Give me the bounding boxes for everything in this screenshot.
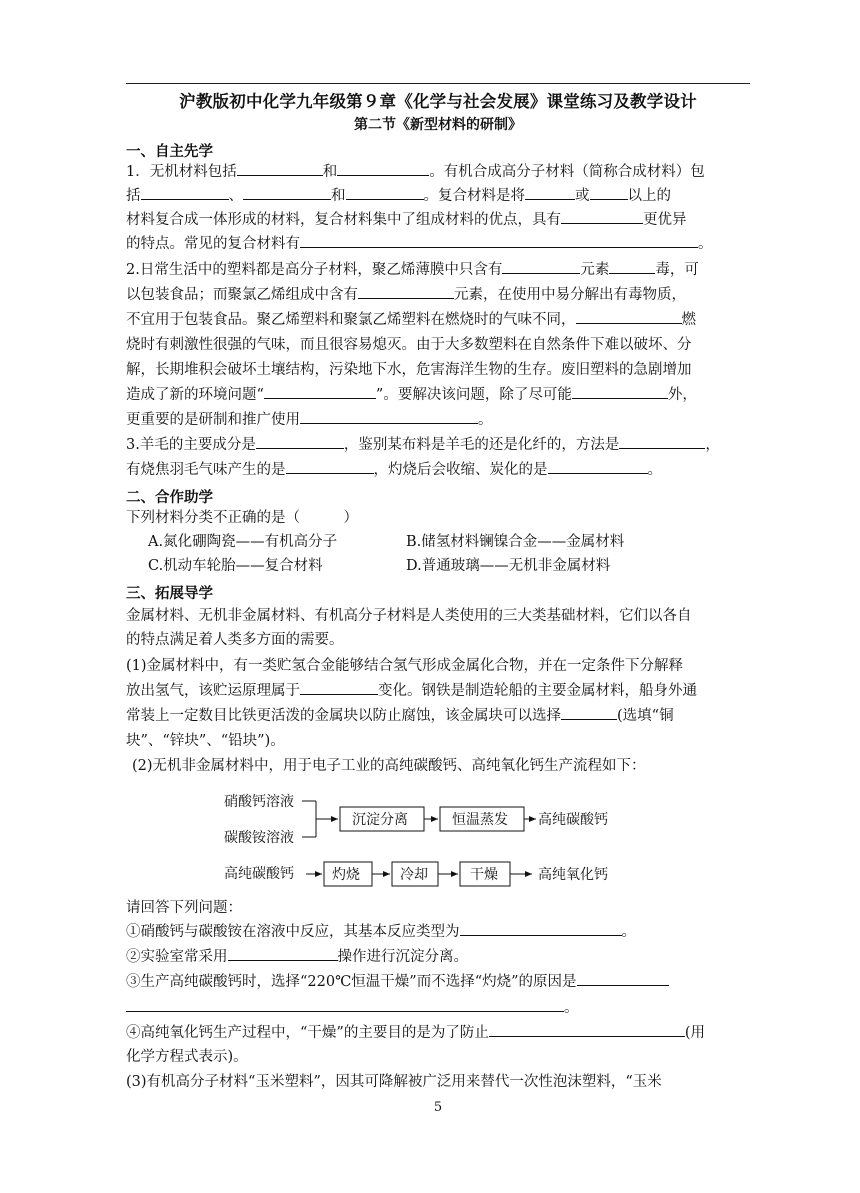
blank[interactable] bbox=[256, 433, 344, 449]
mc-stem: 下列材料分类不正确的是（ ） bbox=[126, 510, 358, 526]
q2-line-3: 不宜用于包装食品。聚乙烯塑料和聚氯乙烯塑料在燃烧时的气味不同， 燃 bbox=[126, 308, 696, 332]
page-title: 沪教版初中化学九年级第９章《化学与社会发展》课堂练习及教学设计 bbox=[179, 92, 697, 111]
q2-line-7: 更重要的是研制和推广使用 。 bbox=[126, 408, 493, 432]
q2-line-1: 2.日常生活中的塑料都是高分子材料，聚乙烯薄膜中只含有 元素 毒，可 bbox=[126, 258, 699, 282]
mc-option-c[interactable]: C.机动车轮胎——复合材料 bbox=[148, 558, 323, 574]
q3-line-1: 3.羊毛的主要成分是 ，鉴别某布料是羊毛的还是化纤的，方法是 ， bbox=[126, 433, 720, 457]
header-rule bbox=[126, 83, 750, 84]
process-flow-diagram bbox=[218, 786, 638, 896]
q2-line-2: 以包装食品；而聚氯乙烯组成中含有 元素，在使用中易分解出有毒物质， bbox=[126, 283, 686, 307]
section-heading-3: 三、拓展导学 bbox=[126, 586, 213, 602]
ext-answer-3: ③生产高纯碳酸钙时，选择“220℃恒温干燥”而不选择“灼烧”的原因是 bbox=[126, 970, 669, 994]
ext-intro-2: 的特点满足着人类多方面的需要。 bbox=[126, 632, 344, 648]
ext-p2-line: (2)无机非金属材料中，用于电子工业的高纯碳酸钙、高纯氧化钙生产流程如下： bbox=[132, 758, 646, 774]
section-heading-1: 一、自主先学 bbox=[126, 144, 213, 160]
ext-p1-line-1: (1)金属材料中，有一类贮氢合金能够结合氢气形成金属化合物，并在一定条件下分解释 bbox=[126, 658, 684, 674]
flow-box-calcination-label: 灼烧 bbox=[332, 867, 360, 883]
ext-p1-line-2: 放出氢气，该贮运原理属于 变化。钢铁是制造轮船的主要金属材料，船身外通 bbox=[126, 679, 697, 703]
blank[interactable] bbox=[346, 184, 424, 200]
blank[interactable] bbox=[141, 184, 229, 200]
blank[interactable] bbox=[286, 458, 374, 474]
blank[interactable] bbox=[358, 283, 454, 299]
q1-line-4: 的特点。常见的复合材料有 。 bbox=[126, 232, 713, 256]
blank[interactable] bbox=[300, 232, 698, 248]
ext-p1-line-3: 常装上一定数目比铁更活泼的金属块以防止腐蚀，该金属块可以选择 (选填“铜 bbox=[126, 704, 674, 728]
blank[interactable] bbox=[590, 184, 628, 200]
blank[interactable] bbox=[243, 184, 331, 200]
blank[interactable] bbox=[561, 704, 617, 720]
blank[interactable] bbox=[548, 458, 648, 474]
flow-input-1: 硝酸钙溶液 bbox=[224, 794, 294, 810]
blank[interactable] bbox=[460, 920, 622, 936]
q1-line-1: 1．无机材料包括 和 。有机合成高分子材料（简称合成材料）包 bbox=[126, 160, 705, 184]
blank[interactable] bbox=[525, 184, 575, 200]
flow-input-3: 高纯碳酸钙 bbox=[224, 866, 294, 882]
blank[interactable] bbox=[619, 433, 705, 449]
ext-answer-1: ①硝酸钙与碳酸铵在溶液中反应，其基本反应类型为 。 bbox=[126, 920, 636, 944]
q1-line-2: 括 、 和 。复合材料是将 或 以上的 bbox=[126, 184, 671, 208]
q2-line-6: 造成了新的环境问题“ ”。要解决该问题，除了尽可能 外， bbox=[126, 383, 697, 407]
blank[interactable] bbox=[300, 679, 378, 695]
ext-answer-2: ②实验室常采用 操作进行沉淀分离。 bbox=[126, 945, 468, 969]
ext-p1-line-4: 块”、“锌块”、“铅块”)。 bbox=[126, 733, 285, 749]
q1-line-3: 材料复合成一体形成的材料，复合材料集中了组成材料的优点，具有 更优异 bbox=[126, 208, 687, 232]
ext-intro-1: 金属材料、无机非金属材料、有机高分子材料是人类使用的三大类基础材料，它们以各自 bbox=[126, 608, 692, 624]
ext-answer-3-cont: 。 bbox=[126, 996, 579, 1020]
blank[interactable] bbox=[561, 208, 643, 224]
blank[interactable] bbox=[237, 160, 323, 176]
flow-output-1: 高纯碳酸钙 bbox=[538, 812, 608, 828]
blank[interactable] bbox=[489, 1021, 685, 1037]
q2-line-5: 解，长期堆积会破坏土壤结构，污染地下水，危害海洋生物的生存。废旧塑料的急剧增加 bbox=[126, 362, 692, 378]
flow-box-evaporation-label: 恒温蒸发 bbox=[452, 812, 508, 828]
ext-answer-4: ④高纯氧化钙生产过程中，“干燥”的主要目的是为了防止 (用 bbox=[126, 1021, 705, 1045]
ext-p3-line: (3)有机高分子材料“玉米塑料”，因其可降解被广泛用来替代一次性泡沫塑料，“玉米 bbox=[126, 1074, 662, 1090]
blank[interactable] bbox=[337, 160, 429, 176]
blank[interactable] bbox=[502, 258, 580, 274]
q3-line-2: 有烧焦羽毛气味产生的是 ，灼烧后会收缩、炭化的是 。 bbox=[126, 458, 662, 482]
flow-output-2: 高纯氧化钙 bbox=[538, 867, 608, 883]
section-heading-2: 二、合作助学 bbox=[126, 490, 213, 506]
mc-option-a[interactable]: A.氮化硼陶瓷——有机高分子 bbox=[148, 534, 338, 550]
blank[interactable] bbox=[300, 408, 478, 424]
flow-box-cooling-label: 冷却 bbox=[400, 867, 428, 883]
blank[interactable] bbox=[577, 970, 669, 986]
section-subtitle: 第二节《新型材料的研制》 bbox=[354, 117, 522, 133]
blank[interactable] bbox=[228, 945, 338, 961]
blank[interactable] bbox=[576, 308, 682, 324]
flow-box-separation-label: 沉淀分离 bbox=[352, 812, 408, 828]
flow-box-drying-label: 干燥 bbox=[470, 867, 498, 883]
blank[interactable] bbox=[264, 383, 376, 399]
ext-answer-4-cont: 化学方程式表示)。 bbox=[126, 1049, 248, 1065]
mc-option-d[interactable]: D.普通玻璃——无机非金属材料 bbox=[406, 558, 611, 574]
ext-ask: 请回答下列问题： bbox=[126, 900, 242, 916]
mc-option-b[interactable]: B.储氢材料镧镍合金——金属材料 bbox=[406, 534, 625, 550]
blank[interactable] bbox=[126, 996, 564, 1012]
page-number: 5 bbox=[433, 1100, 443, 1115]
q2-line-4: 烧时有刺激性很强的气味，而且很容易熄灭。由于大多数塑料在自然条件下难以破坏、分 bbox=[126, 337, 692, 353]
blank[interactable] bbox=[609, 258, 655, 274]
flow-input-2: 碳酸铵溶液 bbox=[224, 830, 294, 846]
blank[interactable] bbox=[572, 383, 668, 399]
